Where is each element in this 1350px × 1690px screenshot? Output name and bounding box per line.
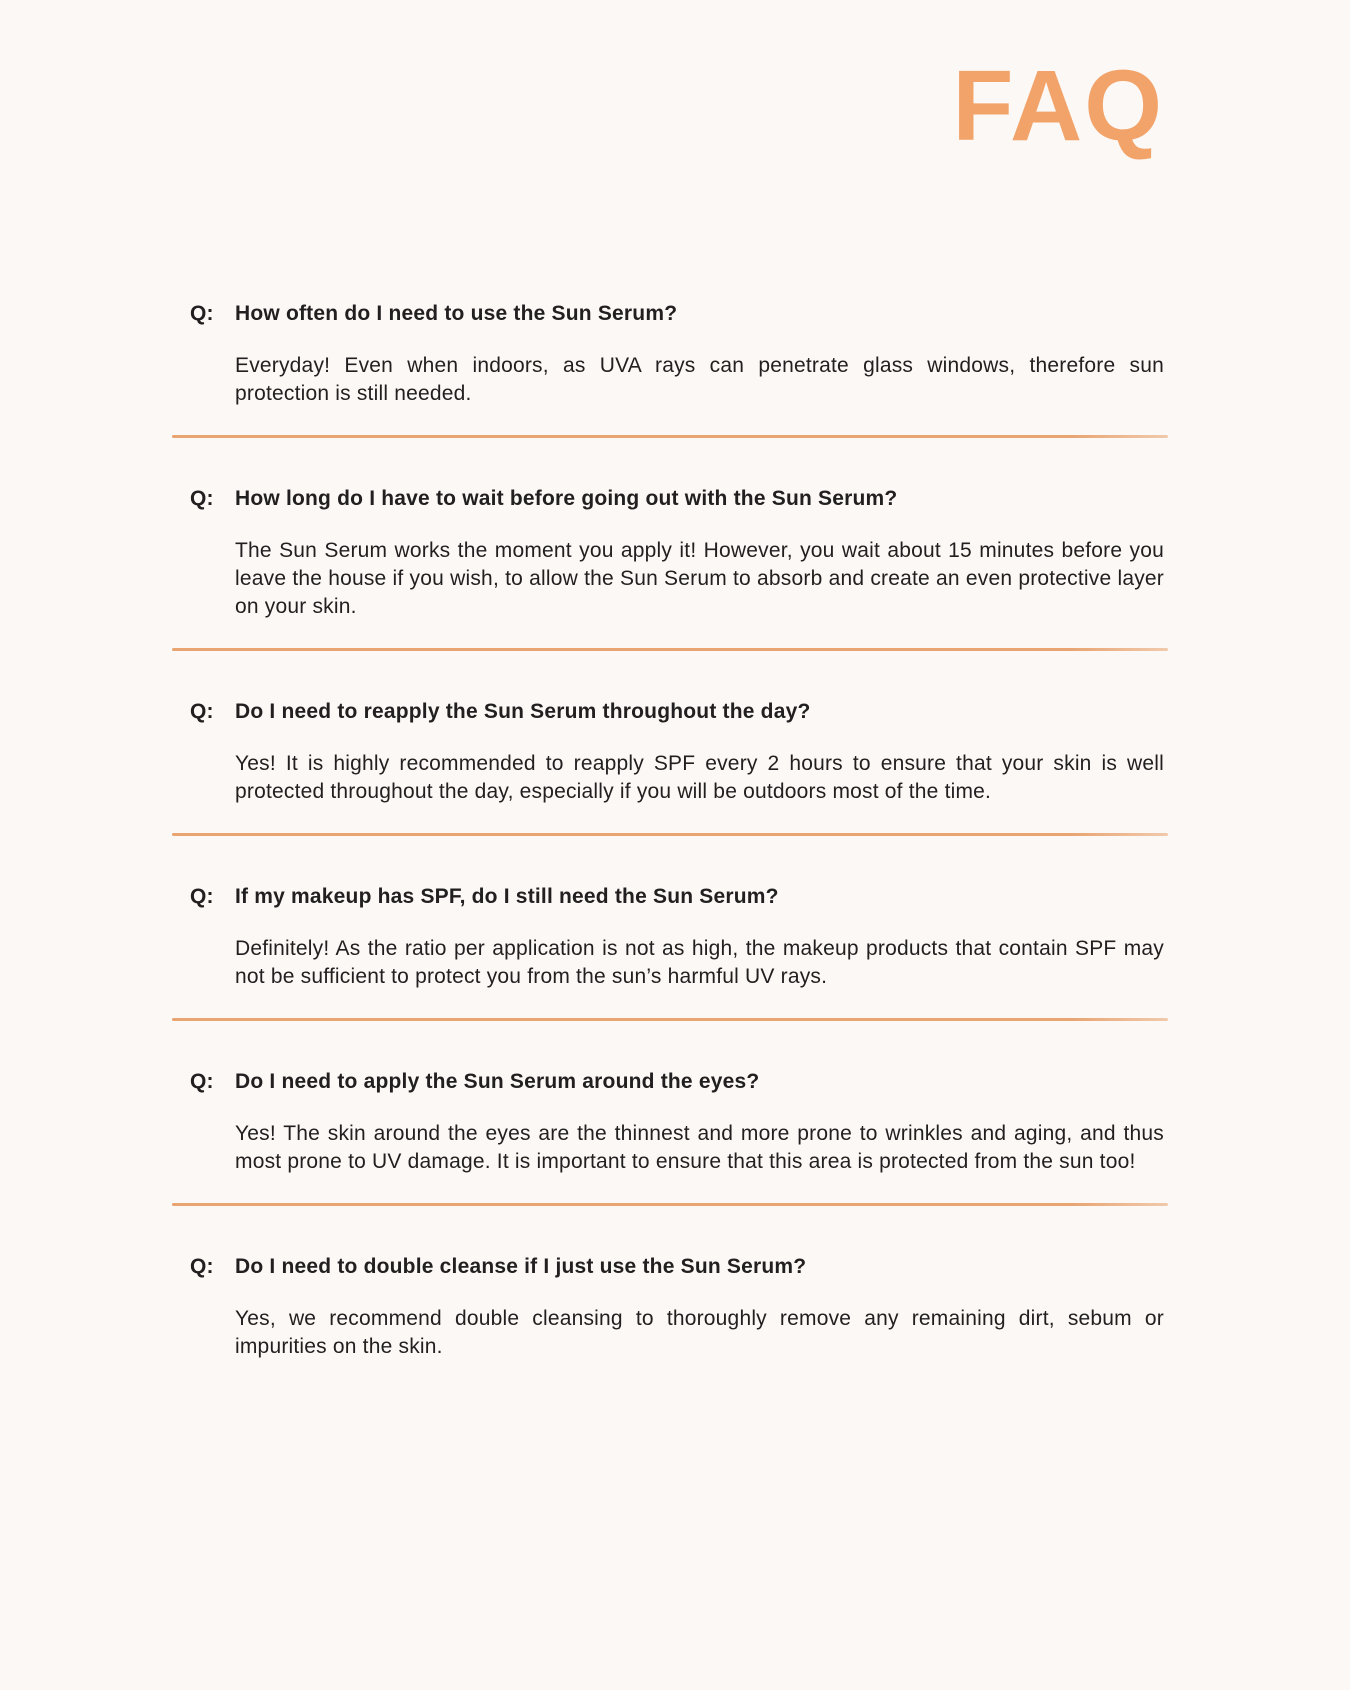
section-divider — [172, 435, 1168, 438]
faq-item — [190, 1253, 1164, 1361]
faq-item — [190, 1068, 1164, 1206]
question-text: Do I need to double cleanse if I just use the Sun Serum? — [235, 1255, 807, 1278]
question-row — [190, 1253, 1164, 1281]
faq-item — [190, 883, 1164, 1021]
question-text: How often do I need to use the Sun Serum? — [235, 302, 678, 325]
answer-text: Yes, we recommend double cleansing to thoroughly remove any remaining dirt, sebum or impurities on the skin. — [235, 1307, 1164, 1358]
section-divider — [172, 648, 1168, 651]
answer-text: Everyday! Even when indoors, as UVA rays can penetrate glass windows, therefore sun protection is still needed. — [235, 354, 1164, 405]
question-text: If my makeup has SPF, do I still need the Sun Serum? — [235, 885, 779, 908]
q-label: Q: — [190, 885, 214, 908]
answer-text: Yes! The skin around the eyes are the thinnest and more prone to wrinkles and aging, and thus most prone to UV damage. It is important to ensure that this area is protected from the sun too! — [235, 1122, 1164, 1173]
question-row — [190, 300, 1164, 328]
faq-item — [190, 300, 1164, 438]
q-label: Q: — [190, 1255, 214, 1278]
q-label: Q: — [190, 487, 214, 510]
question-row — [190, 698, 1164, 726]
question-text: Do I need to apply the Sun Serum around the eyes? — [235, 1070, 760, 1093]
q-label: Q: — [190, 1070, 214, 1093]
answer-text: Definitely! As the ratio per application is not as high, the makeup products that contain SPF may not be sufficient to protect you from the sun’s harmful UV rays. — [235, 937, 1164, 988]
question-row — [190, 1068, 1164, 1096]
q-label: Q: — [190, 700, 214, 723]
page-title: FAQ — [952, 50, 1164, 162]
faq-item — [190, 698, 1164, 836]
section-divider — [172, 1203, 1168, 1206]
q-label: Q: — [190, 302, 214, 325]
section-divider — [172, 833, 1168, 836]
question-row — [190, 883, 1164, 911]
question-text: How long do I have to wait before going out with the Sun Serum? — [235, 487, 898, 510]
section-divider — [172, 1018, 1168, 1021]
answer-text: Yes! It is highly recommended to reapply SPF every 2 hours to ensure that your skin is well protected throughout the day, especially if you will be outdoors most of the time. — [235, 752, 1164, 803]
faq-item — [190, 485, 1164, 651]
answer-text: The Sun Serum works the moment you apply it! However, you wait about 15 minutes before you leave the house if you wish, to allow the Sun Serum to absorb and create an even protective layer on your skin. — [235, 539, 1164, 618]
question-row — [190, 485, 1164, 513]
question-text: Do I need to reapply the Sun Serum throughout the day? — [235, 700, 811, 723]
faq-list — [190, 300, 1164, 1361]
